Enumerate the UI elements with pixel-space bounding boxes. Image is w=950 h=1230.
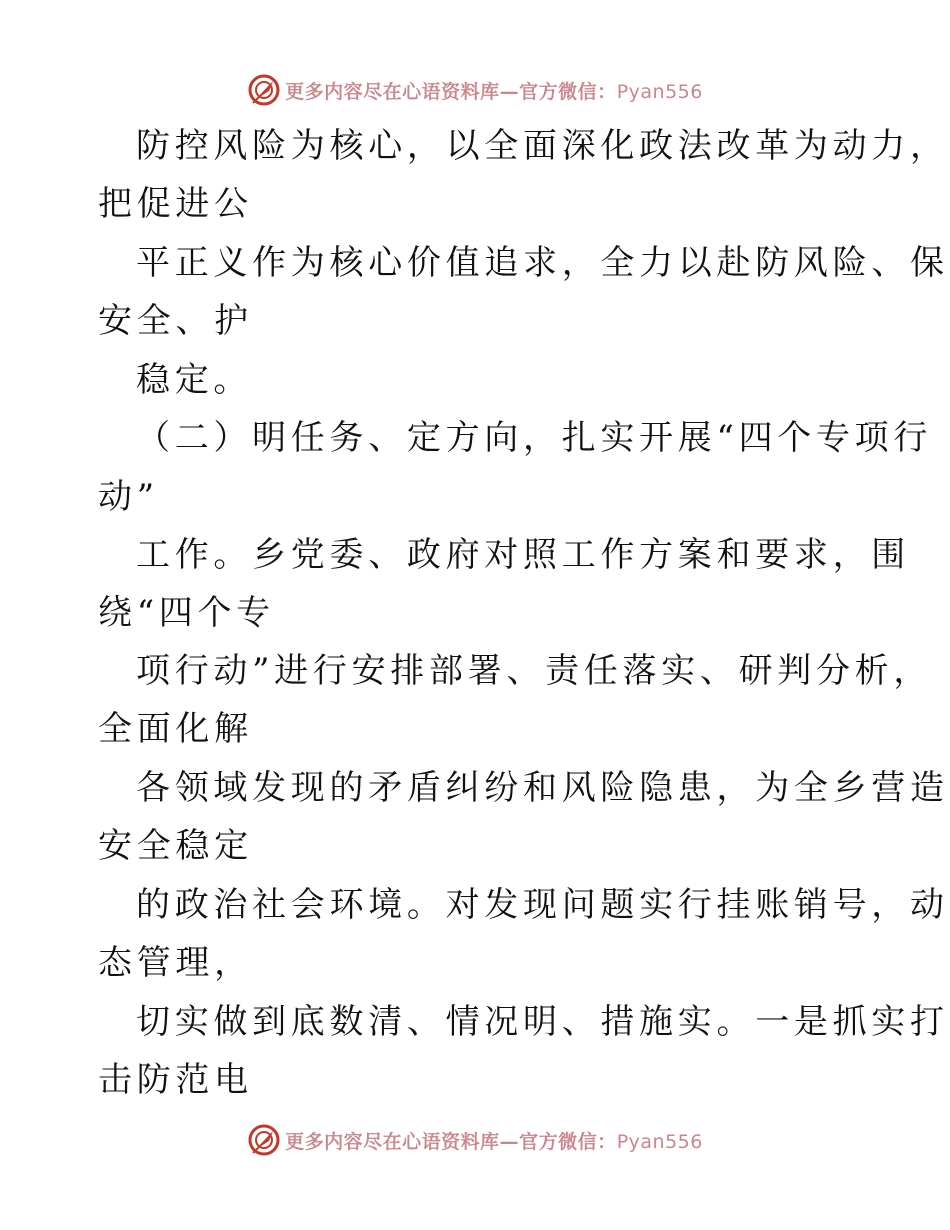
footer-watermark (0, 1120, 950, 1160)
text-line: 的政治社会环境。对发现问题实行挂账销号，动 (136, 885, 949, 925)
text-line: 全面化解 (98, 709, 253, 749)
quill-logo-icon (247, 73, 281, 107)
text-line: （二）明任务、定方向，扎实开展“四个专项行 (136, 418, 933, 458)
text-line: 项行动”进行安排部署、责任落实、研判分析， (136, 651, 933, 691)
text-line: 动” (98, 477, 159, 517)
header-watermark (0, 70, 950, 110)
text-line: 安全、护 (98, 301, 253, 341)
watermark-text: 更多内容尽在心语资料库—官方微信：Pyan556 (285, 80, 703, 103)
text-line: 绕“四个专 (98, 593, 275, 633)
text-line: 稳定。 (136, 360, 253, 400)
watermark-text: 更多内容尽在心语资料库—官方微信：Pyan556 (285, 1130, 703, 1153)
text-line: 平正义作为核心价值追求，全力以赴防风险、保 (136, 243, 949, 283)
text-line: 切实做到底数清、情况明、措施实。一是抓实打 (136, 1002, 949, 1042)
text-line: 把促进公 (98, 184, 253, 224)
text-line: 工作。乡党委、政府对照工作方案和要求，围 (136, 535, 910, 575)
text-line: 各领域发现的矛盾纠纷和风险隐患，为全乡营造 (136, 768, 949, 808)
quill-logo-icon (247, 1123, 281, 1157)
text-line: 击防范电 (98, 1060, 253, 1100)
text-line: 防控风险为核心，以全面深化政法改革为动力， (136, 126, 949, 166)
text-line: 态管理， (98, 943, 253, 983)
text-line: 安全稳定 (98, 826, 253, 866)
